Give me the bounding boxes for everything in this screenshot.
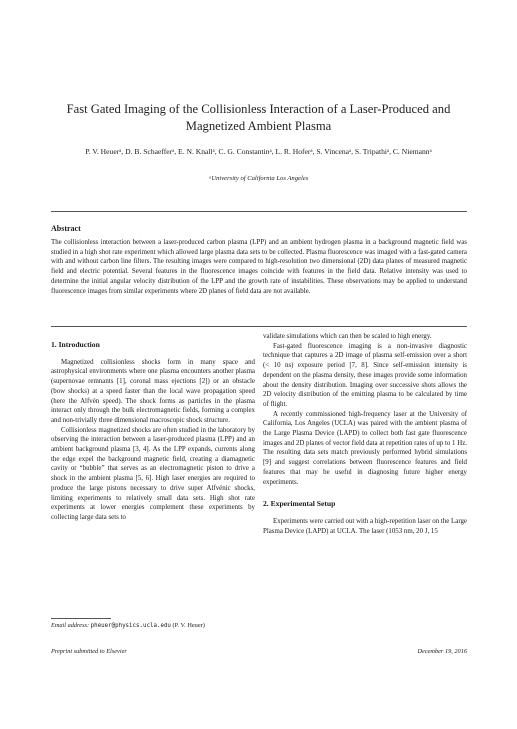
- abstract-text: The collisionless interaction between a laser-produced carbon plasma (LPP) and an ambient hydrogen plasma in a background magnetic field was studied in a high shot rate experiment which allowed large plasma data sets to be collected. Plasma fluorescence was imaged with a fast-gated camera with and without carbon line filters. The resulting images were compared to high-resolution two dimensional (2D) data planes of measured magnetic field and electric potential. Several features in the fluorescence images coincide with features in the field data. Relative intensity was used to determine the initial angular velocity distribution of the LPP and the growth rate of instabilities. These observations may be applied to understand fluorescence images from similar experiments where 2D planes of field data are not available.: [51, 239, 467, 295]
- paragraph: Experiments were carried out with a high-repetition laser on the Large Plasma Device (LAPD) at UCLA. The laser (1053 nm, 20 J, 15: [263, 517, 467, 535]
- preprint-note: Preprint submitted to Elsevier: [51, 648, 127, 655]
- right-column: [263, 332, 467, 536]
- abstract-bottom-rule: [51, 326, 467, 327]
- author-list: P. V. Heuerᵃ, D. B. Schaefferᵃ, E. N. Knallᵃ, C. G. Constantinᵃ, L. R. Hoferᵃ, S. Vincenaᵃ, S. Tripathiᵃ, C. Niemannᵃ: [85, 147, 432, 156]
- paragraph: Collisionless magnetized shocks are often studied in the laboratory by observing the interaction between a laser-produced plasma (LPP) and an ambient background plasma [3, 4]. As the LPP expands, currents along the edge expel the background magnetic field, creating a diamagnetic cavity or “bubble” that serves as an electromagnetic piston to drive a shock in the ambient plasma [5, 6]. High laser energies are required to produce the large pistons necessary to drive super Alfvénic shocks, limiting experiments to relatively small data sets. High shot rate experiments at lower energies complement these experiments by collecting large data sets to: [51, 426, 255, 521]
- paragraph: Fast-gated fluorescence imaging is a non-invasive diagnostic technique that captures a 2D image of plasma self-emission over a short (< 10 ns) exposure period [7, 8]. Since self-emission intensity is dependent on the plasma density, these images provide some information about the density distribution. Imaging over successive shots allows the 2D velocity distribution of the emitting plasma to be calculated by time of flight.: [263, 342, 467, 408]
- footnote-rule: [51, 618, 111, 619]
- date: December 19, 2016: [417, 648, 467, 655]
- abstract-heading: Abstract: [51, 224, 81, 233]
- paragraph: Magnetized collisionless shocks form in many space and astrophysical environments where one plasma encounters another plasma (supernovae remnants [1], coronal mass ejections [2]) or an obstacle (bow shocks) at a speed faster than the local wave propagation speed (here the Alfvén speed). The shock forms as particles in the plasma interact only through the bulk electromagnetic fields, forming a complex and non-trivially three dimensional macroscopic shock structure.: [51, 358, 255, 424]
- footnote-email[interactable]: pheuer@physics.ucla.edu: [90, 623, 171, 629]
- left-column: [51, 340, 255, 523]
- footnote-name: (P. V. Heuer): [172, 622, 205, 629]
- paragraph: validate simulations which can then be scaled to high energy.: [263, 333, 432, 340]
- paragraph: A recently commissioned high-frequency laser at the University of California, Los Angeles (UCLA) was paired with the ambient plasma of the Large Plasma Device (LAPD) to collect both fast gate fluorescence images and 2D planes of vector field data at repetition rates of up to 1 Hz. The resulting data sets match previously performed hybrid simulations [9] and suggest correlations between fluorescence features and field features that may be useful in diagnosing future higher energy experiments.: [263, 410, 467, 486]
- footnote-label: Email address:: [51, 622, 90, 629]
- section-heading-introduction: 1. Introduction: [51, 340, 100, 349]
- abstract-top-rule: [51, 211, 467, 212]
- paper-title: Fast Gated Imaging of the Collisionless Interaction of a Laser-Produced and Magnetized Ambient Plasma: [66, 102, 451, 133]
- section-heading-experimental-setup: 2. Experimental Setup: [263, 499, 336, 509]
- affiliation: ᵃUniversity of California Los Angeles: [208, 175, 309, 182]
- footnote: [51, 622, 256, 631]
